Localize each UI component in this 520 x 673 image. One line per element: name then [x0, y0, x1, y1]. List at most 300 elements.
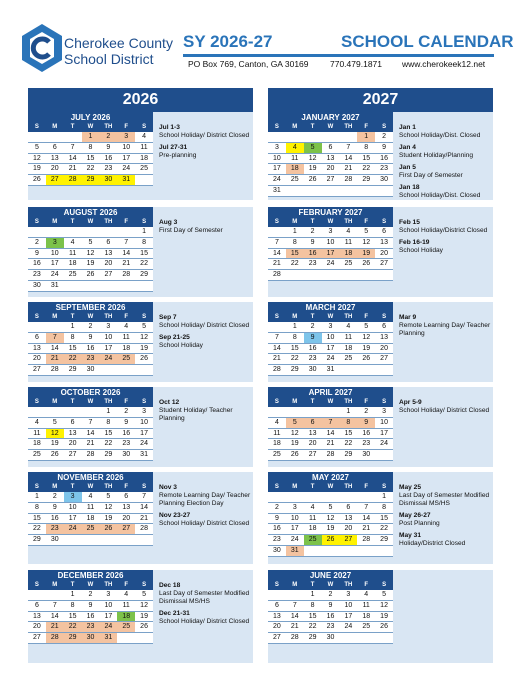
- empty-day-cell: [357, 546, 375, 557]
- day-cell: 30: [28, 281, 46, 292]
- day-cell: 14: [268, 344, 286, 355]
- weekday-label: S: [382, 314, 387, 320]
- day-cell: 8: [286, 238, 304, 249]
- weekday-label: W: [87, 314, 94, 320]
- day-cell: 16: [117, 429, 135, 440]
- day-cell: 14: [64, 154, 82, 165]
- weekday-label: M: [52, 399, 58, 405]
- day-cell: 31: [268, 186, 286, 197]
- month-calendar: [28, 112, 153, 186]
- district-logo-icon: [22, 24, 62, 72]
- day-cell: 16: [322, 612, 340, 623]
- month-calendar: [28, 570, 153, 644]
- day-cell: 6: [46, 143, 64, 154]
- calendar-note: [399, 164, 491, 180]
- day-cell: 17: [99, 344, 117, 355]
- day-cell: 13: [64, 429, 82, 440]
- month-notes: [399, 124, 491, 204]
- day-cell: 28: [135, 524, 153, 535]
- day-cell: 25: [135, 164, 153, 175]
- day-cell: 6: [99, 238, 117, 249]
- day-cell: 3: [286, 503, 304, 514]
- day-cell: 19: [135, 344, 153, 355]
- note-text: School Holiday/ District Closed: [399, 407, 490, 414]
- day-cell: 9: [375, 143, 393, 154]
- day-cell: 24: [286, 535, 304, 546]
- empty-day-cell: [99, 281, 117, 292]
- day-cell: 9: [304, 238, 322, 249]
- day-cell: 27: [375, 259, 393, 270]
- month-title: AUGUST 2026: [28, 207, 153, 218]
- weekday-label: TH: [104, 484, 113, 490]
- note-date: Sep 7: [159, 314, 177, 321]
- weekday-label: W: [327, 484, 334, 490]
- day-cell: 22: [286, 259, 304, 270]
- calendar-note: [159, 512, 251, 528]
- day-cell: 9: [82, 333, 100, 344]
- empty-day-cell: [268, 590, 286, 601]
- day-cell: 4: [28, 418, 46, 429]
- empty-day-cell: [117, 535, 135, 546]
- school-year-title: SY 2026-27: [183, 32, 273, 51]
- day-cell: 22: [339, 439, 357, 450]
- day-cell: 22: [64, 622, 82, 633]
- empty-day-cell: [46, 322, 64, 333]
- day-cell: 18: [28, 439, 46, 450]
- day-cell: 14: [322, 429, 340, 440]
- month-notes: [399, 399, 491, 419]
- day-cell: 17: [339, 612, 357, 623]
- day-cell: 11: [135, 143, 153, 154]
- empty-day-cell: [82, 407, 100, 418]
- weekday-label: F: [364, 314, 369, 320]
- weekday-label: T: [70, 399, 75, 405]
- empty-day-cell: [339, 633, 357, 644]
- day-cell: 1: [82, 132, 100, 143]
- day-cell: 9: [268, 514, 286, 525]
- day-cell: 19: [357, 344, 375, 355]
- day-cell: 17: [286, 524, 304, 535]
- day-cell: 18: [82, 514, 100, 525]
- day-cell: 20: [268, 622, 286, 633]
- day-cell: 8: [357, 143, 375, 154]
- day-cell: 8: [304, 601, 322, 612]
- month-title: OCTOBER 2026: [28, 387, 153, 398]
- day-cell: 20: [304, 439, 322, 450]
- note-date: Dec 21-31: [159, 610, 190, 617]
- calendar-note: [399, 184, 491, 200]
- note-text: School Holiday/ District Closed: [159, 322, 250, 329]
- day-cell: 6: [64, 418, 82, 429]
- weekday-header: [28, 123, 153, 131]
- website-link[interactable]: www.cherokeek12.net: [402, 59, 486, 69]
- day-cell: 21: [64, 164, 82, 175]
- day-cell: 12: [82, 249, 100, 260]
- calendar-note: [159, 144, 251, 160]
- day-cell: 24: [117, 164, 135, 175]
- note-date: Jul 27-31: [159, 144, 188, 151]
- weekday-label: S: [382, 484, 387, 490]
- day-cell: 7: [135, 492, 153, 503]
- day-cell: 11: [117, 333, 135, 344]
- day-cell: 2: [46, 492, 64, 503]
- day-cell: 13: [339, 514, 357, 525]
- day-cell: 20: [28, 622, 46, 633]
- day-cell: 24: [322, 354, 340, 365]
- empty-day-cell: [339, 492, 357, 503]
- empty-day-cell: [268, 227, 286, 238]
- day-cell: 10: [99, 601, 117, 612]
- day-cell: 15: [357, 154, 375, 165]
- month-calendar: [268, 387, 393, 461]
- day-cell: 1: [304, 590, 322, 601]
- day-cell: 13: [375, 238, 393, 249]
- day-cell: 2: [304, 227, 322, 238]
- weekday-label: T: [310, 484, 315, 490]
- calendar-note: [399, 239, 491, 255]
- day-cell: 26: [28, 175, 46, 186]
- day-cell: 29: [64, 633, 82, 644]
- note-text: Remote Learning Day/ Teacher Planning Election Day: [159, 492, 251, 507]
- day-cell: 20: [117, 514, 135, 525]
- weekday-header: [28, 218, 153, 226]
- empty-day-cell: [304, 132, 322, 143]
- day-cell: 23: [375, 164, 393, 175]
- note-date: Sep 21-25: [159, 334, 190, 341]
- weekday-header: [268, 123, 393, 131]
- day-cell: 21: [268, 354, 286, 365]
- day-cell: 30: [117, 450, 135, 461]
- day-cell: 28: [64, 175, 82, 186]
- org-name-line2: School District: [64, 51, 154, 67]
- day-cell: 17: [135, 429, 153, 440]
- day-cell: 7: [357, 503, 375, 514]
- calendar-note: [399, 532, 491, 548]
- month-calendar: [28, 472, 153, 546]
- note-text: First Day of Semester: [159, 227, 223, 234]
- day-cell: 13: [46, 154, 64, 165]
- day-cell: 23: [117, 439, 135, 450]
- weekday-label: T: [70, 219, 75, 225]
- empty-day-cell: [46, 590, 64, 601]
- weekday-label: W: [327, 124, 334, 130]
- day-cell: 10: [64, 503, 82, 514]
- day-cell: 25: [28, 450, 46, 461]
- day-cell: 28: [46, 365, 64, 376]
- day-cell: 26: [99, 524, 117, 535]
- empty-day-cell: [117, 633, 135, 644]
- calendar-note: [159, 219, 251, 235]
- day-cell: 26: [135, 622, 153, 633]
- day-cell: 23: [28, 270, 46, 281]
- calendar-note: [399, 399, 491, 415]
- month-notes: [159, 582, 251, 630]
- day-cell: 14: [117, 249, 135, 260]
- weekday-label: T: [70, 582, 75, 588]
- note-text: School Holiday/ District Closed: [159, 132, 250, 139]
- empty-day-cell: [64, 281, 82, 292]
- day-cell: 22: [28, 524, 46, 535]
- day-cell: 12: [28, 154, 46, 165]
- day-cell: 7: [268, 238, 286, 249]
- day-cell: 6: [28, 333, 46, 344]
- note-date: May 31: [399, 532, 421, 539]
- day-cell: 11: [64, 249, 82, 260]
- day-cell: 18: [304, 524, 322, 535]
- day-cell: 21: [268, 259, 286, 270]
- day-cell: 6: [117, 492, 135, 503]
- month-calendar: [28, 387, 153, 461]
- day-cell: 1: [357, 132, 375, 143]
- weekday-label: TH: [344, 124, 353, 130]
- empty-day-cell: [135, 365, 153, 376]
- day-cell: 21: [322, 439, 340, 450]
- calendar-note: [159, 610, 251, 626]
- day-cell: 31: [135, 450, 153, 461]
- empty-day-cell: [304, 492, 322, 503]
- day-cell: 23: [46, 524, 64, 535]
- empty-day-cell: [64, 132, 82, 143]
- day-cell: 20: [339, 524, 357, 535]
- day-cell: 10: [117, 143, 135, 154]
- day-cell: 1: [286, 322, 304, 333]
- note-date: Jan 5: [399, 164, 416, 171]
- day-cell: 6: [375, 227, 393, 238]
- weekday-label: M: [52, 219, 58, 225]
- weekday-label: S: [274, 124, 279, 130]
- day-cell: 22: [357, 164, 375, 175]
- day-cell: 6: [322, 143, 340, 154]
- empty-day-cell: [99, 535, 117, 546]
- day-cell: 13: [375, 333, 393, 344]
- empty-day-cell: [268, 407, 286, 418]
- empty-day-cell: [286, 407, 304, 418]
- month-title: FEBRUARY 2027: [268, 207, 393, 218]
- note-text: Student Holiday/Planning: [399, 152, 474, 159]
- day-cell: 5: [28, 143, 46, 154]
- day-cell: 15: [99, 429, 117, 440]
- day-cell: 29: [135, 270, 153, 281]
- day-cell: 31: [322, 365, 340, 376]
- day-cell: 6: [28, 601, 46, 612]
- day-cell: 30: [375, 175, 393, 186]
- day-cell: 13: [28, 344, 46, 355]
- day-cell: 19: [304, 164, 322, 175]
- weekday-label: F: [124, 219, 129, 225]
- empty-day-cell: [357, 270, 375, 281]
- day-cell: 16: [99, 154, 117, 165]
- day-cell: 3: [322, 227, 340, 238]
- day-cell: 14: [46, 344, 64, 355]
- weekday-header: [268, 581, 393, 589]
- day-cell: 19: [28, 164, 46, 175]
- weekday-header: [268, 398, 393, 406]
- month-notes: [159, 399, 251, 427]
- empty-day-cell: [117, 281, 135, 292]
- weekday-label: F: [124, 124, 129, 130]
- note-date: Apr 5-9: [399, 399, 422, 406]
- day-cell: 28: [339, 175, 357, 186]
- day-cell: 12: [286, 429, 304, 440]
- weekday-label: S: [142, 582, 147, 588]
- day-cell: 2: [82, 322, 100, 333]
- day-cell: 27: [375, 354, 393, 365]
- day-cell: 27: [28, 633, 46, 644]
- day-cell: 16: [304, 249, 322, 260]
- note-text: School Holiday/Dist. Closed: [399, 192, 481, 199]
- day-cell: 12: [322, 514, 340, 525]
- day-cell: 1: [64, 590, 82, 601]
- empty-day-cell: [268, 322, 286, 333]
- month-title: JUNE 2027: [268, 570, 393, 581]
- day-cell: 19: [46, 439, 64, 450]
- day-cell: 25: [82, 524, 100, 535]
- day-cell: 7: [46, 601, 64, 612]
- empty-day-cell: [28, 590, 46, 601]
- org-name-line1: Cherokee County: [64, 35, 173, 51]
- day-cell: 16: [46, 514, 64, 525]
- day-cell: 3: [99, 590, 117, 601]
- note-text: First Day of Semester: [399, 172, 463, 179]
- weekday-label: TH: [104, 124, 113, 130]
- empty-day-cell: [375, 546, 393, 557]
- weekday-label: S: [34, 124, 39, 130]
- header-divider: [183, 54, 494, 57]
- day-cell: 30: [322, 633, 340, 644]
- note-text: Last Day of Semester Modified Dismissal MS/HS: [159, 590, 250, 605]
- day-cell: 7: [117, 238, 135, 249]
- weekday-label: F: [364, 219, 369, 225]
- day-grid: [268, 491, 393, 557]
- day-cell: 16: [357, 429, 375, 440]
- calendar-note: [399, 512, 491, 528]
- day-cell: 12: [357, 333, 375, 344]
- day-cell: 7: [82, 418, 100, 429]
- month-calendar: [28, 207, 153, 292]
- day-cell: 22: [64, 354, 82, 365]
- day-cell: 12: [357, 238, 375, 249]
- weekday-label: W: [327, 582, 334, 588]
- day-cell: 8: [99, 418, 117, 429]
- empty-day-cell: [28, 322, 46, 333]
- empty-day-cell: [322, 270, 340, 281]
- empty-day-cell: [357, 633, 375, 644]
- month-notes: [399, 314, 491, 342]
- day-cell: 30: [46, 535, 64, 546]
- day-cell: 8: [64, 333, 82, 344]
- day-cell: 13: [268, 612, 286, 623]
- month-title: MAY 2027: [268, 472, 393, 483]
- day-cell: 21: [46, 354, 64, 365]
- day-grid: [268, 406, 393, 461]
- day-cell: 5: [357, 227, 375, 238]
- day-cell: 14: [357, 514, 375, 525]
- day-cell: 22: [135, 259, 153, 270]
- empty-day-cell: [375, 633, 393, 644]
- day-cell: 7: [339, 143, 357, 154]
- calendar-note: [159, 582, 251, 606]
- note-date: Jan 4: [399, 144, 416, 151]
- day-cell: 26: [82, 270, 100, 281]
- day-cell: 25: [268, 450, 286, 461]
- weekday-label: M: [52, 484, 58, 490]
- calendar-note: [399, 124, 491, 140]
- day-cell: 26: [304, 175, 322, 186]
- month-notes: [399, 219, 491, 259]
- day-cell: 28: [82, 450, 100, 461]
- day-cell: 10: [375, 418, 393, 429]
- empty-day-cell: [268, 132, 286, 143]
- day-cell: 11: [28, 429, 46, 440]
- empty-day-cell: [339, 186, 357, 197]
- day-cell: 21: [339, 164, 357, 175]
- day-cell: 22: [82, 164, 100, 175]
- day-cell: 10: [46, 249, 64, 260]
- weekday-label: TH: [344, 219, 353, 225]
- day-cell: 17: [322, 344, 340, 355]
- day-cell: 29: [64, 365, 82, 376]
- empty-day-cell: [357, 365, 375, 376]
- day-cell: 20: [28, 354, 46, 365]
- day-cell: 8: [339, 418, 357, 429]
- weekday-header: [28, 398, 153, 406]
- year-header-right: 2027: [268, 88, 493, 112]
- day-cell: 15: [64, 612, 82, 623]
- day-cell: 18: [117, 344, 135, 355]
- day-cell: 24: [135, 439, 153, 450]
- empty-day-cell: [28, 227, 46, 238]
- day-cell: 6: [375, 322, 393, 333]
- day-cell: 3: [339, 590, 357, 601]
- day-cell: 9: [322, 601, 340, 612]
- day-cell: 27: [99, 270, 117, 281]
- day-cell: 14: [339, 154, 357, 165]
- weekday-label: T: [310, 124, 315, 130]
- day-cell: 4: [82, 492, 100, 503]
- month-calendar: [268, 112, 393, 197]
- day-cell: 15: [375, 514, 393, 525]
- day-cell: 17: [268, 164, 286, 175]
- calendar-note: [399, 314, 491, 338]
- day-cell: 3: [46, 238, 64, 249]
- day-cell: 2: [82, 590, 100, 601]
- day-cell: 17: [322, 249, 340, 260]
- month-notes: [159, 219, 251, 239]
- day-cell: 20: [375, 249, 393, 260]
- day-cell: 25: [286, 175, 304, 186]
- day-cell: 13: [322, 154, 340, 165]
- day-cell: 23: [82, 622, 100, 633]
- empty-day-cell: [286, 186, 304, 197]
- day-cell: 23: [304, 259, 322, 270]
- day-cell: 6: [268, 601, 286, 612]
- day-cell: 15: [286, 249, 304, 260]
- day-cell: 5: [82, 238, 100, 249]
- day-cell: 19: [99, 514, 117, 525]
- empty-day-cell: [339, 132, 357, 143]
- day-cell: 4: [268, 418, 286, 429]
- day-cell: 18: [286, 164, 304, 175]
- month-notes: [159, 484, 251, 532]
- day-grid: [28, 406, 153, 461]
- weekday-header: [28, 313, 153, 321]
- empty-day-cell: [82, 281, 100, 292]
- day-cell: 28: [117, 270, 135, 281]
- calendar-note: [399, 219, 491, 235]
- day-cell: 8: [82, 143, 100, 154]
- address: PO Box 769, Canton, GA 30169: [188, 59, 309, 69]
- empty-day-cell: [286, 132, 304, 143]
